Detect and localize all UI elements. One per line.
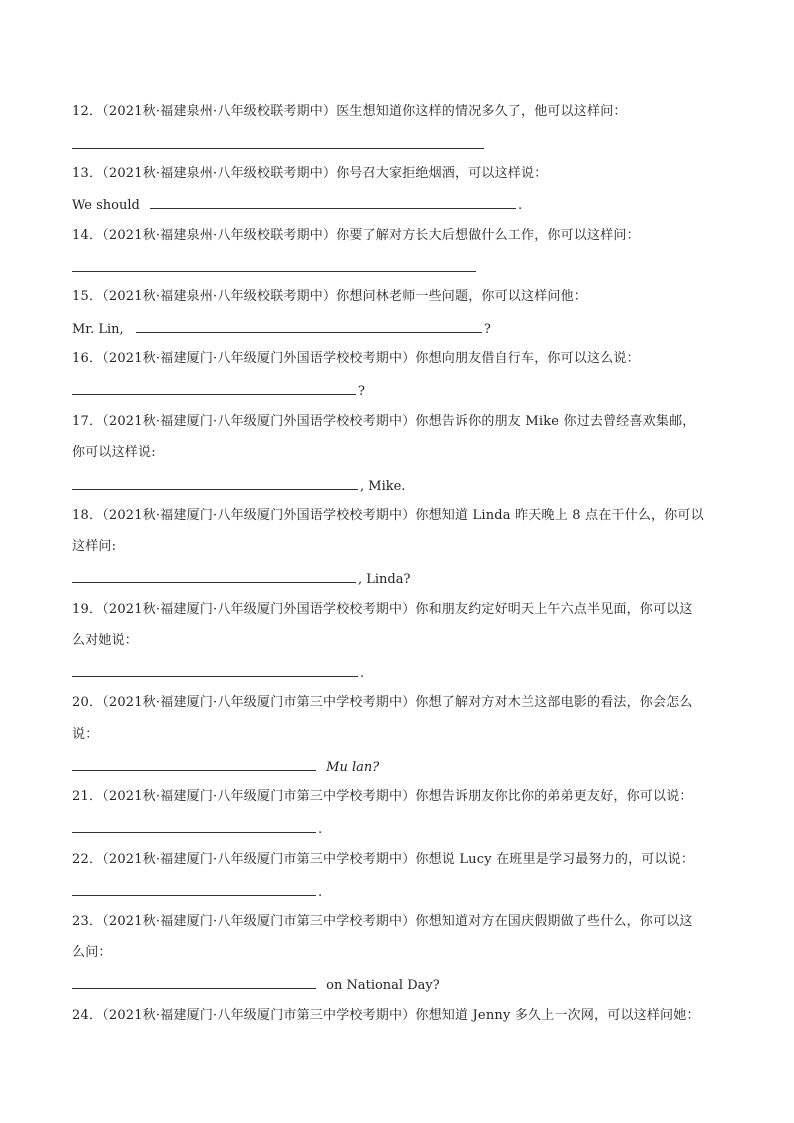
answer-line-22	[72, 882, 322, 902]
answer-line-18	[72, 569, 410, 589]
answer-blank[interactable]	[72, 569, 356, 583]
answer-prefix: Mr. Lin,	[72, 322, 124, 337]
answer-suffix: Mu lan?	[326, 760, 380, 775]
answer-blank[interactable]	[72, 975, 316, 989]
question-13: 13．（2021秋·福建泉州·八年级校联考期中）你号召大家拒绝烟酒，可以这样说：	[72, 166, 548, 181]
answer-blank[interactable]	[72, 757, 316, 771]
answer-suffix: , Linda?	[358, 572, 411, 587]
answer-line-16	[72, 381, 365, 401]
question-19: 19．（2021秋·福建厦门·八年级厦门外国语学校校考期中）你和朋友约定好明天上午六点半见面，你可以这	[72, 602, 693, 617]
question-23: 23．（2021秋·福建厦门·八年级厦门市第三中学校考期中）你想知道对方在国庆假期做了些什么，你可以这	[72, 914, 693, 929]
answer-suffix: .	[318, 822, 323, 837]
question-21: 21．（2021秋·福建厦门·八年级厦门市第三中学校考期中）你想告诉朋友你比你的弟弟更友好，你可以说：	[72, 789, 693, 804]
answer-line-15	[72, 319, 491, 339]
answer-blank[interactable]	[72, 135, 484, 149]
question-22: 22．（2021秋·福建厦门·八年级厦门市第三中学校考期中）你想说 Lucy 在班里是学习最努力的，可以说：	[72, 852, 695, 867]
question-16: 16．（2021秋·福建厦门·八年级厦门外国语学校校考期中）你想向朋友借自行车，你可以这么说：	[72, 351, 640, 366]
answer-blank[interactable]	[72, 663, 358, 677]
answer-line-12	[72, 135, 486, 155]
question-12: 12．（2021秋·福建泉州·八年级校联考期中）医生想知道你这样的情况多久了，他可以这样问：	[72, 104, 627, 119]
answer-blank[interactable]	[72, 258, 476, 272]
question-19-cont: 么对她说：	[72, 633, 139, 648]
question-14: 14．（2021秋·福建泉州·八年级校联考期中）你要了解对方长大后想做什么工作，你可以这样问：	[72, 228, 640, 243]
answer-suffix: .	[318, 885, 323, 900]
answer-suffix: .	[360, 666, 365, 681]
answer-suffix: ?	[358, 384, 365, 399]
question-18-cont: 这样问:	[72, 539, 117, 554]
answer-blank[interactable]	[72, 381, 356, 395]
question-17-cont: 你可以这样说:	[72, 445, 156, 460]
question-20-cont: 说：	[72, 727, 99, 742]
answer-blank[interactable]	[72, 882, 316, 896]
answer-line-23	[72, 975, 440, 995]
question-18: 18．（2021秋·福建厦门·八年级厦门外国语学校校考期中）你想知道 Linda 昨天晚上 8 点在干什么，你可以	[72, 508, 704, 523]
answer-blank[interactable]	[150, 195, 516, 209]
answer-blank[interactable]	[72, 476, 358, 490]
question-20: 20．（2021秋·福建厦门·八年级厦门市第三中学校考期中）你想了解对方对木兰这部电影的看法，你会怎么	[72, 695, 693, 710]
answer-blank[interactable]	[72, 819, 316, 833]
answer-suffix: on National Day?	[326, 978, 440, 993]
question-15: 15．（2021秋·福建泉州·八年级校联考期中）你想问林老师一些问题，你可以这样问他：	[72, 289, 587, 304]
answer-line-21	[72, 819, 322, 839]
question-24: 24．（2021秋·福建厦门·八年级厦门市第三中学校考期中）你想知道 Jenny 多久上一次网，可以这样问她：	[72, 1008, 700, 1023]
question-17: 17．（2021秋·福建厦门·八年级厦门外国语学校校考期中）你想告诉你的朋友 Mike 你过去曾经喜欢集邮，	[72, 414, 696, 429]
answer-line-17	[72, 476, 405, 496]
question-23-cont: 么问：	[72, 945, 112, 960]
answer-suffix: .	[518, 198, 523, 213]
answer-line-20	[72, 757, 379, 777]
answer-line-19	[72, 663, 364, 683]
answer-line-13	[72, 195, 522, 215]
answer-blank[interactable]	[136, 319, 482, 333]
answer-line-14	[72, 258, 478, 278]
answer-suffix: , Mike.	[360, 479, 406, 494]
answer-prefix: We should	[72, 198, 140, 213]
answer-suffix: ?	[483, 322, 491, 337]
